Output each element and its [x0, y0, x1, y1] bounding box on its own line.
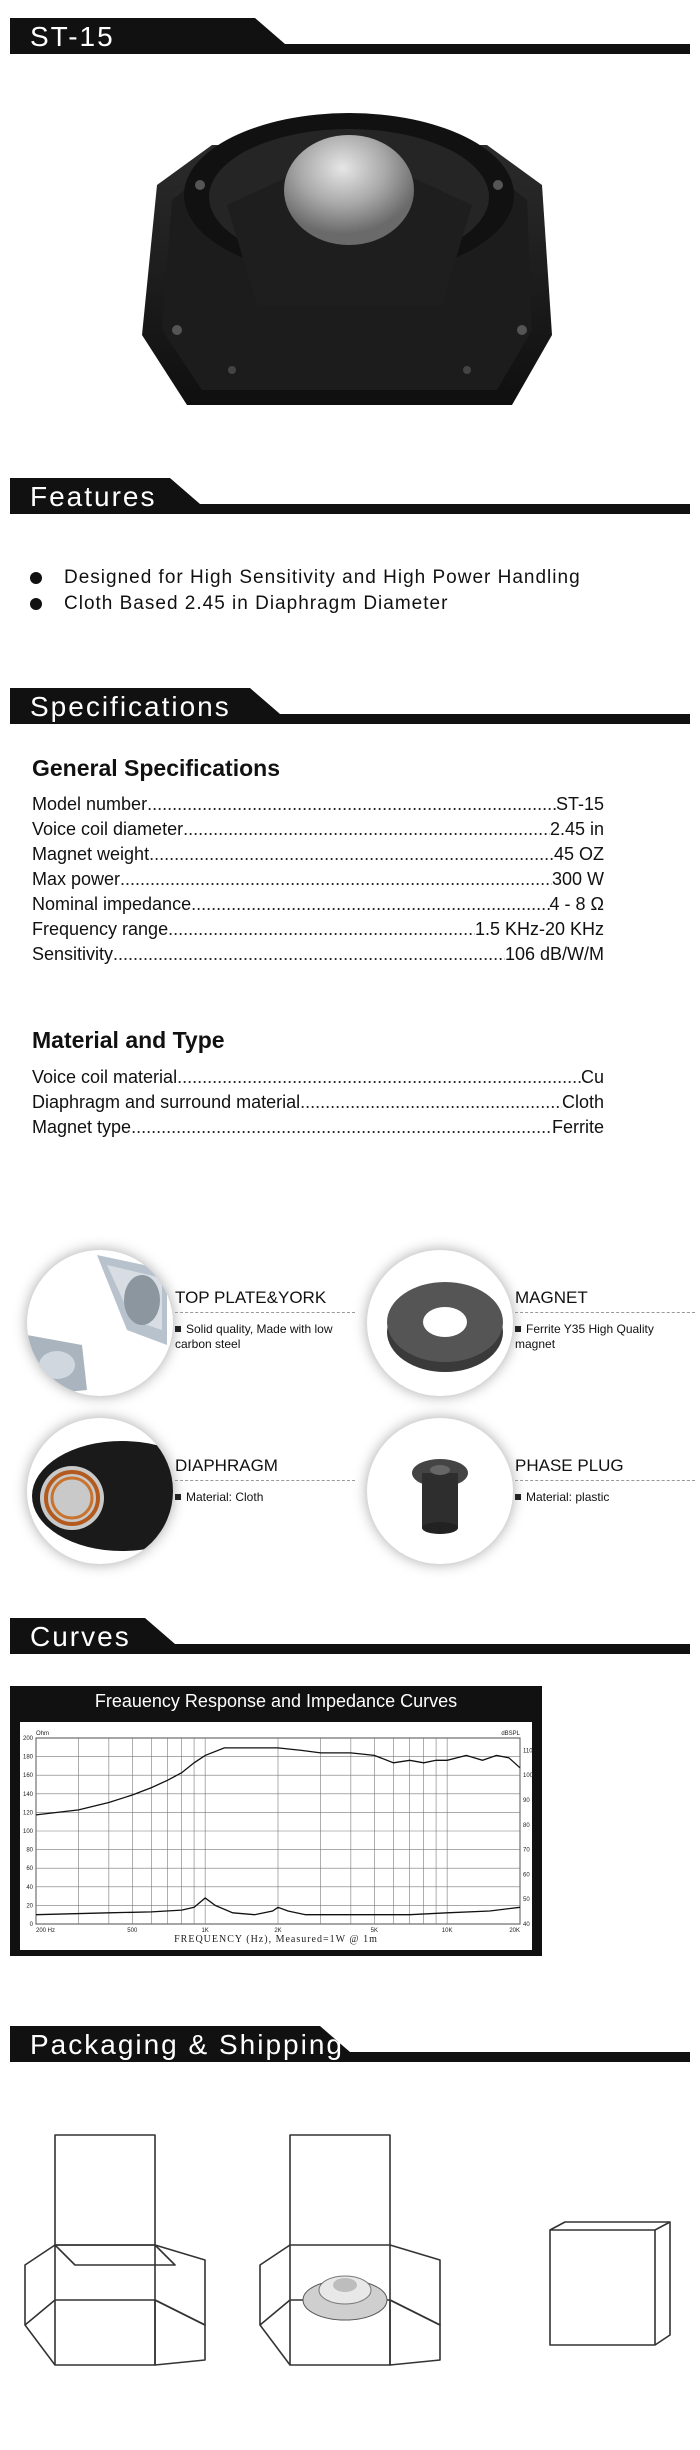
phase-plug-photo	[367, 1418, 513, 1564]
spec-row: Voice coil material ..... Cu	[32, 1063, 604, 1088]
y-left-unit: Ohm	[36, 1731, 50, 1737]
part-desc: Material: plastic	[515, 1490, 690, 1505]
open-box-icon	[20, 2125, 210, 2380]
spec-row: Max power ..... 300 W	[32, 865, 604, 890]
part-diaphragm	[27, 1418, 357, 1568]
spec-row: Nominal impedance ..... 4 - 8 Ω	[32, 890, 604, 915]
spec-row: Model number ..... ST-15	[32, 790, 604, 815]
y-left-tick: 120	[22, 1810, 33, 1817]
features-banner	[10, 478, 690, 514]
general-specs-heading: General Specifications	[32, 755, 280, 781]
model-banner	[10, 18, 690, 54]
part-title: MAGNET	[515, 1288, 588, 1307]
y-right-tick: 40	[523, 1922, 530, 1928]
part-title: TOP PLATE&YORK	[175, 1288, 327, 1307]
product-photo	[112, 105, 582, 425]
specifications-title: Specifications	[30, 691, 231, 722]
feature-item: Cloth Based 2.45 in Diaphragm Diameter	[30, 591, 581, 617]
y-left-tick: 40	[26, 1884, 33, 1891]
spec-row: Sensitivity ..... 106 dB/W/M	[32, 940, 604, 965]
part-title: PHASE PLUG	[515, 1456, 624, 1475]
diaphragm-photo	[27, 1418, 173, 1564]
part-top-plate	[27, 1250, 357, 1400]
y-right-tick: 50	[523, 1897, 530, 1904]
packaging-banner	[10, 2026, 690, 2062]
spec-row: Voice coil diameter ..... 2.45 in	[32, 815, 604, 840]
box-with-tweeter-icon	[255, 2125, 445, 2380]
part-phase-plug	[367, 1418, 697, 1568]
bullet-icon	[30, 572, 42, 584]
y-left-tick: 140	[22, 1791, 33, 1798]
y-right-tick: 70	[523, 1847, 530, 1854]
part-magnet	[367, 1250, 697, 1400]
y-right-tick: 80	[523, 1822, 530, 1829]
spec-row: Diaphragm and surround material ..... Cloth	[32, 1088, 604, 1113]
x-tick: 1K	[201, 1928, 209, 1934]
chart-title: Freauency Response and Impedance Curves	[94, 1691, 458, 1711]
part-desc: Solid quality, Made with low carbon steel	[175, 1322, 333, 1351]
spec-row: Magnet type ..... Ferrite	[32, 1113, 604, 1138]
features-list	[30, 565, 581, 617]
response-chart	[10, 1686, 542, 1956]
y-left-tick: 200	[22, 1736, 33, 1742]
y-right-tick: 110	[523, 1748, 533, 1755]
x-tick: 2K	[274, 1928, 282, 1934]
spec-row: Frequency range ..... 1.5 KHz-20 KHz	[32, 915, 604, 940]
closed-box	[545, 2220, 675, 2350]
bullet-icon	[30, 598, 42, 610]
feature-item: Designed for High Sensitivity and High Power Handling	[30, 565, 581, 591]
y-left-tick: 80	[26, 1847, 33, 1854]
y-right-tick: 60	[523, 1872, 530, 1879]
magnet-photo	[367, 1250, 513, 1396]
specifications-banner	[10, 688, 690, 724]
y-right-unit: dBSPL	[501, 1731, 520, 1737]
material-specs-heading: Material and Type	[32, 1027, 225, 1053]
curves-title: Curves	[30, 1621, 131, 1652]
y-left-tick: 20	[26, 1903, 33, 1910]
closed-box-icon	[545, 2220, 675, 2350]
general-specs-list	[32, 790, 604, 965]
features-title: Features	[30, 481, 157, 512]
x-tick: 500	[127, 1928, 138, 1934]
open-box-empty	[20, 2125, 210, 2380]
top-plate-photo	[27, 1250, 173, 1396]
x-tick: 200 Hz	[36, 1928, 56, 1934]
part-desc: Ferrite Y35 High Quality magnet	[515, 1322, 654, 1351]
x-tick: 20K	[509, 1928, 520, 1934]
y-left-tick: 180	[22, 1754, 33, 1761]
open-box-with-product	[255, 2125, 445, 2380]
part-desc: Material: Cloth	[175, 1490, 350, 1505]
curves-banner	[10, 1618, 690, 1654]
y-right-tick: 90	[523, 1798, 530, 1804]
chart-plot	[10, 1686, 542, 1956]
material-specs-list	[32, 1063, 604, 1138]
y-right-tick: 100	[523, 1773, 534, 1780]
y-left-tick: 0	[29, 1922, 33, 1928]
x-tick: 10K	[441, 1928, 453, 1934]
y-left-tick: 160	[22, 1773, 33, 1780]
y-left-tick: 100	[22, 1829, 33, 1835]
x-tick: 5K	[370, 1928, 378, 1934]
model-title: ST-15	[30, 21, 115, 52]
tweeter-horn-photo	[112, 105, 582, 425]
spec-row: Magnet weight ..... 45 OZ	[32, 840, 604, 865]
y-left-tick: 60	[26, 1866, 33, 1873]
packaging-title: Packaging & Shipping	[30, 2029, 344, 2060]
part-title: DIAPHRAGM	[175, 1456, 278, 1475]
chart-x-label: FREQUENCY (Hz), Measured=1W @ 1m	[174, 1934, 378, 1945]
